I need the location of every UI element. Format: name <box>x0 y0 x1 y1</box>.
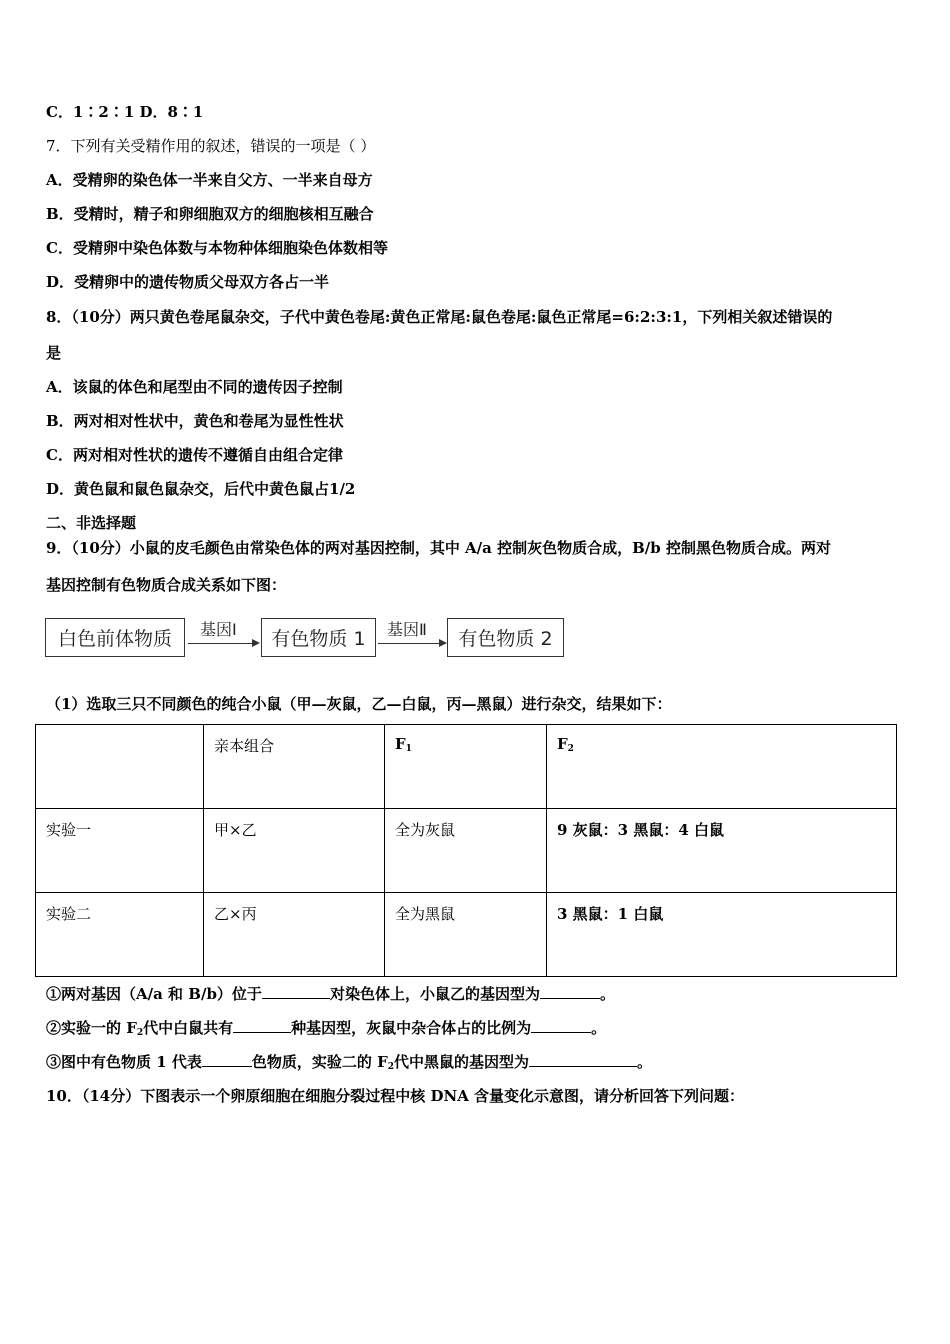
answer-blank[interactable] <box>233 1018 291 1033</box>
q7-option-a: A．受精卵的染色体一半来自父方、一半来自母方 <box>46 171 373 189</box>
table-row <box>36 809 897 893</box>
q9-stem-line2: 基因控制有色物质合成关系如下图： <box>46 576 287 594</box>
answer-blank[interactable] <box>202 1052 252 1067</box>
q7-option-b: B．受精时，精子和卵细胞双方的细胞核相互融合 <box>46 205 374 223</box>
section-heading: 二、非选择题 <box>46 514 137 532</box>
table-header-f2: $F_2$ <box>547 725 897 809</box>
answer-blank[interactable] <box>262 984 330 999</box>
answer-blank[interactable] <box>540 984 600 999</box>
table-header-f1: $F_1$ <box>385 725 547 809</box>
q7-stem: 7．下列有关受精作用的叙述，错误的一项是（ ） <box>46 137 376 155</box>
table-header-row <box>36 725 897 809</box>
q8-stem-line2: 是 <box>46 344 62 362</box>
table-row <box>36 893 897 977</box>
diagram-box-pigment2: 有色物质 2 <box>447 618 564 657</box>
q8-option-d: D．黄色鼠和鼠色鼠杂交，后代中黄色鼠占1/2 <box>46 480 356 498</box>
table-cell-f2: 3 黑鼠：1 白鼠 <box>547 893 897 977</box>
q10-stem: 10．（14分）下图表示一个卵原细胞在细胞分裂过程中核 DNA 含量变化示意图，请分析回答下列问题： <box>46 1087 745 1105</box>
diagram-box-precursor: 白色前体物质 <box>45 618 185 657</box>
table-cell-experiment: 实验一 <box>36 809 204 893</box>
q9-blank-line-2: ②实验一的 $F_2$代中白鼠共有 种基因型，灰鼠中杂合体占的比例为 。 <box>46 1019 607 1038</box>
diagram-arrow-2 <box>378 643 445 644</box>
cross-results-table <box>35 724 897 977</box>
diagram-arrow-1 <box>188 643 258 644</box>
diagram-gene1-label: 基因Ⅰ <box>200 620 237 639</box>
table-cell-f1: 全为黑鼠 <box>385 893 547 977</box>
q7-option-d: D．受精卵中的遗传物质父母双方各占一半 <box>46 273 330 291</box>
answer-blank[interactable] <box>531 1018 591 1033</box>
q9-sub1: （1）选取三只不同颜色的纯合小鼠（甲—灰鼠，乙—白鼠，丙—黑鼠）进行杂交，结果如下： <box>46 695 672 713</box>
table-cell-experiment: 实验二 <box>36 893 204 977</box>
q9-blank-line-1: ①两对基因（A/a 和 B/b）位于 对染色体上，小鼠乙的基因型为 。 <box>46 985 615 1003</box>
q7-option-c: C．受精卵中染色体数与本物种体细胞染色体数相等 <box>46 239 388 257</box>
table-cell-parents: 乙×丙 <box>204 893 385 977</box>
table-header-empty <box>36 725 204 809</box>
table-header-parents: 亲本组合 <box>204 725 385 809</box>
q8-option-a: A．该鼠的体色和尾型由不同的遗传因子控制 <box>46 378 343 396</box>
q9-stem-line1: 9．（10分）小鼠的皮毛颜色由常染色体的两对基因控制，其中 A/a 控制灰色物质合成，B/b 控制黑色物质合成。两对 <box>46 539 831 557</box>
table-cell-f2: 9 灰鼠：3 黑鼠：4 白鼠 <box>547 809 897 893</box>
table-cell-parents: 甲×乙 <box>204 809 385 893</box>
diagram-gene2-label: 基因Ⅱ <box>387 620 427 639</box>
q8-stem-line1: 8．（10分）两只黄色卷尾鼠杂交，子代中黄色卷尾:黄色正常尾:鼠色卷尾:鼠色正常尾=6:2:3:1，下列相关叙述错误的 <box>46 308 833 326</box>
q8-option-b: B．两对相对性状中，黄色和卷尾为显性性状 <box>46 412 344 430</box>
q9-blank-line-3: ③图中有色物质 1 代表 色物质，实验二的 $F_2$代中黑鼠的基因型为 。 <box>46 1053 653 1072</box>
table-cell-f1: 全为灰鼠 <box>385 809 547 893</box>
answer-blank[interactable] <box>529 1052 637 1067</box>
diagram-box-pigment1: 有色物质 1 <box>261 618 376 657</box>
q6-options-cd: C．1∶2∶1 D．8∶1 <box>46 103 204 121</box>
q8-option-c: C．两对相对性状的遗传不遵循自由组合定律 <box>46 446 343 464</box>
